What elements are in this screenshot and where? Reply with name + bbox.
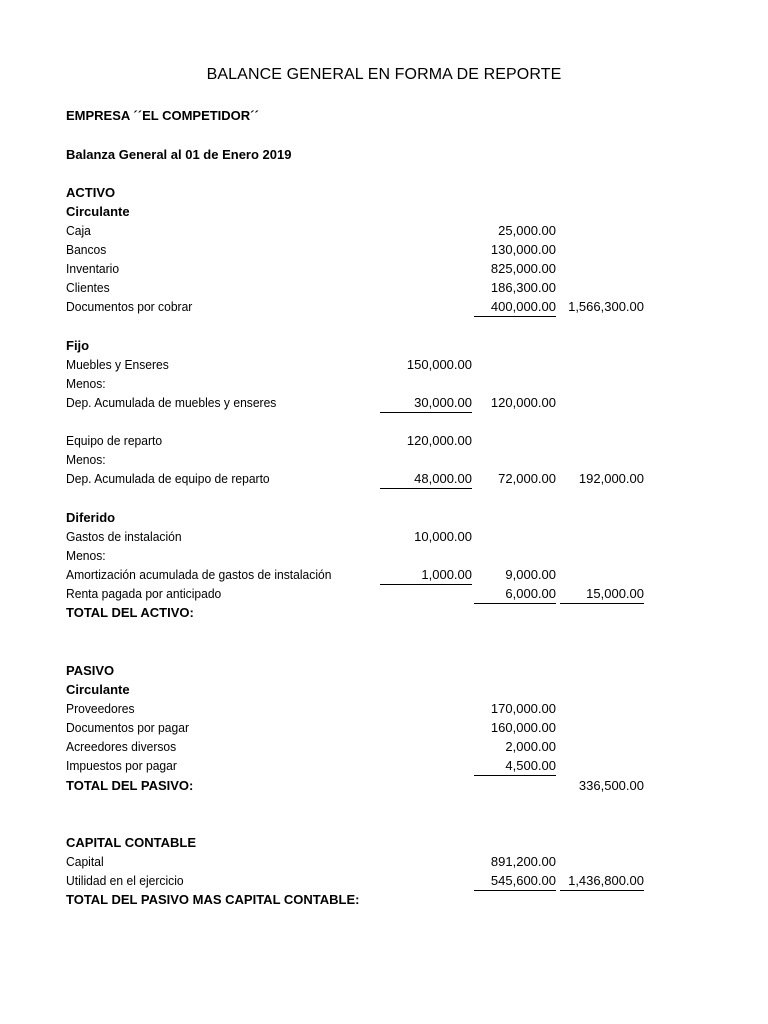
document-title: BALANCE GENERAL EN FORMA DE REPORTE [206,66,562,83]
menos-label: Menos: [66,452,106,467]
underline [474,775,556,776]
equipo-net-value: 72,000.00 [498,471,556,486]
pasivo-item-value: 170,000.00 [490,701,556,716]
activo-item-value: 130,000.00 [490,242,556,257]
activo-item-label: Inventario [66,261,120,276]
pasivo-item-value: 160,000.00 [490,720,556,735]
dep-muebles-value: 30,000.00 [414,395,472,410]
activo-item-label: Bancos [66,242,107,257]
activo-item-value: 186,300.00 [490,280,556,295]
document-subtitle: Balanza General al 01 de Enero 2019 [66,147,292,162]
total-pasivo-capital-label: TOTAL DEL PASIVO MAS CAPITAL CONTABLE: [66,892,360,907]
renta-value: 6,000.00 [505,586,556,601]
total-activo-label: TOTAL DEL ACTIVO: [66,605,194,620]
company-name: EMPRESA ´´EL COMPETIDOR´´ [66,108,259,123]
equipo-value: 120,000.00 [406,433,472,448]
renta-label: Renta pagada por anticipado [66,586,222,601]
capital-total-value: 1,436,800.00 [568,873,644,888]
activo-heading: ACTIVO [66,185,116,200]
total-pasivo-label: TOTAL DEL PASIVO: [66,778,194,793]
pasivo-item-value: 4,500.00 [505,758,556,773]
activo-diferido-total: 15,000.00 [586,586,644,601]
gastos-label: Gastos de instalación [66,529,182,544]
underline [380,412,472,413]
underline [474,890,556,891]
muebles-value: 150,000.00 [406,357,472,372]
dep-muebles-label: Dep. Acumulada de muebles y enseres [66,395,277,410]
capital-item-label: Capital [66,854,104,869]
activo-circulante-heading: Circulante [66,204,130,219]
capital-item-value: 891,200.00 [490,854,556,869]
total-pasivo-value: 336,500.00 [578,778,644,793]
activo-diferido-heading: Diferido [66,510,116,525]
pasivo-heading: PASIVO [66,663,115,678]
gastos-value: 10,000.00 [414,529,472,544]
underline [560,603,644,604]
capital-heading: CAPITAL CONTABLE [66,835,196,850]
activo-item-label: Documentos por cobrar [66,299,193,314]
underline [474,603,556,604]
activo-item-value: 825,000.00 [490,261,556,276]
gastos-net-value: 9,000.00 [505,567,556,582]
dep-equipo-value: 48,000.00 [414,471,472,486]
pasivo-item-label: Documentos por pagar [66,720,189,735]
muebles-net-value: 120,000.00 [490,395,556,410]
capital-item-label: Utilidad en el ejercicio [66,873,184,888]
activo-item-value: 400,000.00 [490,299,556,314]
underline [560,890,644,891]
activo-circulante-total: 1,566,300.00 [568,299,644,314]
pasivo-item-label: Acreedores diversos [66,739,177,754]
dep-equipo-label: Dep. Acumulada de equipo de reparto [66,471,270,486]
activo-fijo-total: 192,000.00 [578,471,644,486]
menos-label: Menos: [66,376,106,391]
activo-fijo-heading: Fijo [66,338,90,353]
menos-label: Menos: [66,548,106,563]
muebles-label: Muebles y Enseres [66,357,169,372]
pasivo-item-value: 2,000.00 [505,739,556,754]
activo-item-label: Clientes [66,280,110,295]
underline [474,316,556,317]
capital-item-value: 545,600.00 [490,873,556,888]
amort-value: 1,000.00 [421,567,472,582]
pasivo-item-label: Impuestos por pagar [66,758,177,773]
pasivo-item-label: Proveedores [66,701,135,716]
amort-label: Amortización acumulada de gastos de instalación [66,567,332,582]
pasivo-circulante-heading: Circulante [66,682,130,697]
underline [380,584,472,585]
equipo-label: Equipo de reparto [66,433,163,448]
activo-item-label: Caja [66,223,91,238]
activo-item-value: 25,000.00 [498,223,556,238]
underline [380,488,472,489]
